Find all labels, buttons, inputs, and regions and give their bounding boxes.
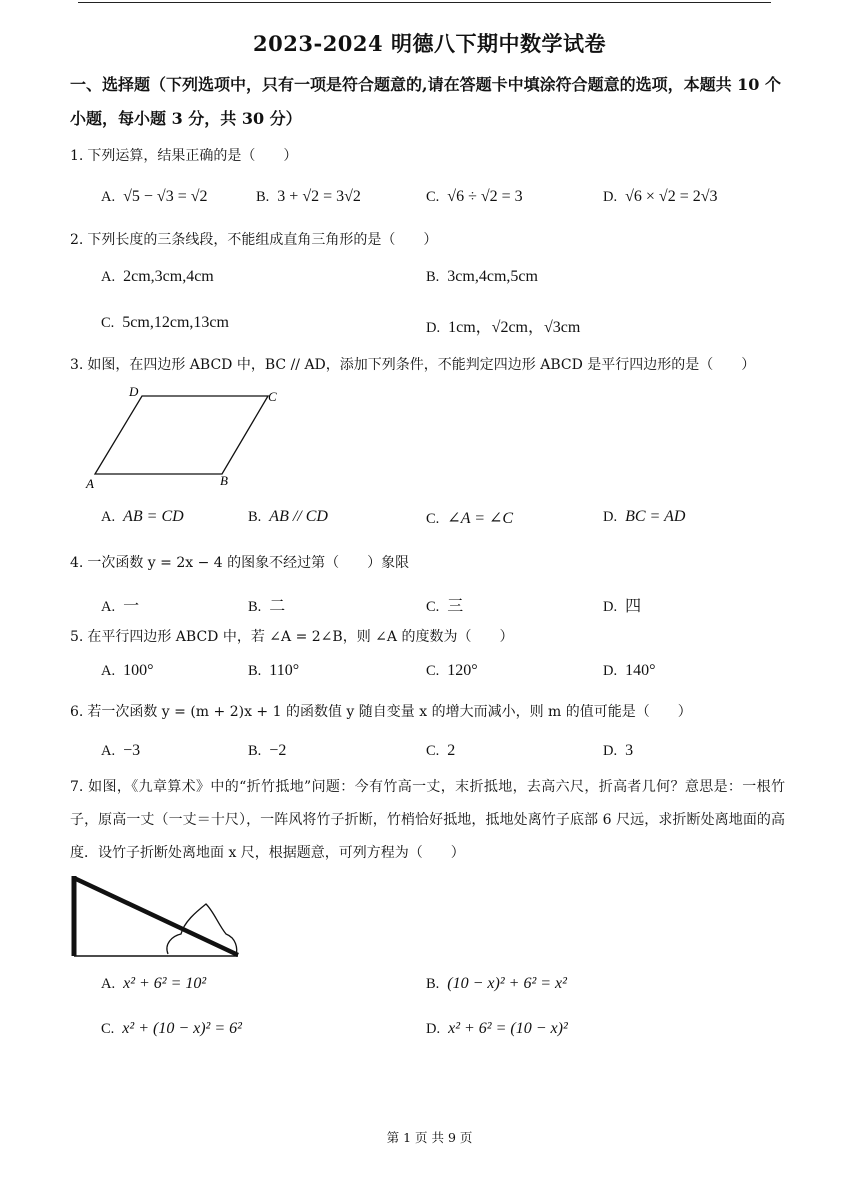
- option-label: A.: [101, 599, 116, 615]
- question-number: 4.: [70, 555, 84, 571]
- option-5c[interactable]: [426, 662, 478, 680]
- option-value: x² + 6² = (10 − x)²: [448, 1020, 568, 1037]
- option-value: AB // CD: [269, 508, 328, 525]
- option-value: x² + 6² = 10²: [123, 975, 207, 992]
- option-label: B.: [248, 743, 262, 759]
- question-text: 一次函数 y = 2x − 4 的图象不经过第（ ）象限: [87, 555, 410, 571]
- vertex-label-c: C: [268, 389, 277, 404]
- page-footer: 第 1 页 共 9 页: [386, 1130, 473, 1145]
- option-3a[interactable]: [101, 508, 184, 526]
- option-4c[interactable]: [426, 593, 463, 616]
- option-5a[interactable]: [101, 662, 154, 680]
- option-6a[interactable]: [101, 742, 140, 760]
- option-value: (10 − x)² + 6² = x²: [447, 975, 567, 992]
- option-4d[interactable]: [603, 593, 641, 616]
- option-label: C.: [426, 511, 440, 527]
- vertex-label-d: D: [129, 384, 139, 399]
- option-label: D.: [426, 320, 441, 336]
- question-5: [70, 627, 513, 647]
- question-text: 若一次函数 y = (m + 2)x + 1 的函数值 y 随自变量 x 的增大而减小，则 m 的值可能是（ ）: [87, 704, 692, 720]
- option-value: 四: [625, 598, 642, 615]
- question-number: 5.: [70, 629, 84, 645]
- option-label: C.: [426, 189, 440, 205]
- option-label: B.: [248, 599, 262, 615]
- option-2a[interactable]: [101, 268, 214, 286]
- question-text: 在平行四边形 ABCD 中，若 ∠A = 2∠B，则 ∠A 的度数为（ ）: [87, 629, 514, 645]
- section-heading: 一、选择题（下列选项中，只有一项是符合题意的,请在答题卡中填涂符合题意的选项，本题共 10 个小题，每小题 3 分，共 30 分）: [70, 75, 781, 128]
- vertex-label-a: A: [86, 476, 94, 491]
- option-2b[interactable]: [426, 268, 538, 286]
- option-value: 5cm,12cm,13cm: [122, 314, 229, 331]
- question-number: 7.: [70, 779, 84, 795]
- option-4b[interactable]: [248, 593, 285, 616]
- option-label: C.: [101, 315, 115, 331]
- broken-bamboo: [74, 878, 238, 955]
- option-label: B.: [426, 269, 440, 285]
- option-label: D.: [603, 663, 618, 679]
- option-7b[interactable]: [426, 975, 567, 993]
- option-value: √6 ÷ √2 = 3: [447, 188, 523, 205]
- option-label: A.: [101, 269, 116, 285]
- option-7a[interactable]: [101, 975, 206, 993]
- option-label: A.: [101, 663, 116, 679]
- option-label: B.: [248, 509, 262, 525]
- bamboo-figure: [68, 872, 248, 962]
- option-label: C.: [426, 663, 440, 679]
- question-number: 1.: [70, 148, 84, 164]
- question-2: [70, 230, 437, 250]
- option-value: 2cm,3cm,4cm: [123, 268, 214, 285]
- option-value: 110°: [269, 662, 300, 679]
- option-value: x² + (10 − x)² = 6²: [122, 1020, 242, 1037]
- option-6b[interactable]: [248, 742, 286, 760]
- option-value: 3 + √2 = 3√2: [277, 188, 361, 205]
- option-label: D.: [603, 599, 618, 615]
- option-1c[interactable]: [426, 188, 523, 206]
- option-2c[interactable]: [101, 314, 229, 332]
- option-label: C.: [426, 743, 440, 759]
- parallelogram-shape: [95, 396, 268, 474]
- option-value: BC = AD: [625, 508, 686, 525]
- option-label: B.: [426, 976, 440, 992]
- option-label: D.: [603, 189, 618, 205]
- option-value: 3: [625, 742, 634, 759]
- option-value: 140°: [625, 662, 656, 679]
- option-1a[interactable]: [101, 188, 208, 206]
- option-6c[interactable]: [426, 742, 455, 760]
- option-label: B.: [256, 189, 270, 205]
- vertex-label-b: B: [220, 473, 228, 488]
- question-1: [70, 146, 297, 166]
- question-text: 如图，在四边形 ABCD 中，BC // AD，添加下列条件，不能判定四边形 ABCD 是平行四边形的是（ ）: [87, 357, 756, 373]
- option-2d[interactable]: [426, 314, 580, 337]
- option-value: 1cm，√2cm，√3cm: [448, 319, 581, 336]
- option-value: 一: [123, 598, 140, 615]
- option-value: AB = CD: [123, 508, 184, 525]
- option-value: 2: [447, 742, 456, 759]
- question-6: [70, 702, 692, 722]
- option-3c[interactable]: [426, 508, 513, 528]
- question-3: [70, 355, 755, 375]
- option-label: D.: [603, 743, 618, 759]
- option-label: D.: [603, 509, 618, 525]
- question-number: 6.: [70, 704, 84, 720]
- option-1d[interactable]: [603, 188, 718, 206]
- option-5b[interactable]: [248, 662, 299, 680]
- option-label: A.: [101, 509, 116, 525]
- question-4: [70, 553, 409, 573]
- question-7: [70, 771, 785, 870]
- top-rule: [78, 2, 771, 3]
- option-value: √5 − √3 = √2: [123, 188, 208, 205]
- question-number: 2.: [70, 232, 84, 248]
- option-value: −2: [269, 742, 287, 759]
- question-text: 下列运算，结果正确的是（ ）: [87, 148, 298, 164]
- option-6d[interactable]: [603, 742, 633, 760]
- option-7c[interactable]: [101, 1020, 242, 1038]
- option-value: √6 × √2 = 2√3: [625, 188, 718, 205]
- option-7d[interactable]: [426, 1020, 568, 1038]
- option-label: A.: [101, 976, 116, 992]
- option-value: ∠A = ∠C: [447, 510, 514, 527]
- option-5d[interactable]: [603, 662, 656, 680]
- question-text: 下列长度的三条线段，不能组成直角三角形的是（ ）: [87, 232, 438, 248]
- option-label: C.: [426, 599, 440, 615]
- option-label: A.: [101, 743, 116, 759]
- parallelogram-figure: [80, 382, 280, 492]
- option-value: 100°: [123, 662, 154, 679]
- option-3d[interactable]: [603, 508, 685, 526]
- option-label: C.: [101, 1021, 115, 1037]
- page-title: 2023-2024 明德八下期中数学试卷: [253, 31, 606, 56]
- question-text: 如图，《九章算术》中的“折竹抵地”问题：今有竹高一丈，末折抵地，去高六尺，折高者几何？意思是：一根竹子，原高一丈（一丈＝十尺），一阵风将竹子折断，竹梢恰好抵地，抵地处离竹子底部 6 尺远，求折断处离地面的高度．设竹子折断处离地面 x 尺，根据题意，可列方程为（ ）: [70, 779, 786, 861]
- option-value: 120°: [447, 662, 478, 679]
- option-value: −3: [123, 742, 141, 759]
- option-4a[interactable]: [101, 593, 139, 616]
- option-value: 二: [269, 598, 286, 615]
- option-1b[interactable]: [256, 188, 361, 206]
- option-label: A.: [101, 189, 116, 205]
- option-label: D.: [426, 1021, 441, 1037]
- option-value: 3cm,4cm,5cm: [447, 268, 538, 285]
- option-3b[interactable]: [248, 508, 328, 526]
- option-value: 三: [447, 598, 464, 615]
- question-number: 3.: [70, 357, 84, 373]
- option-label: B.: [248, 663, 262, 679]
